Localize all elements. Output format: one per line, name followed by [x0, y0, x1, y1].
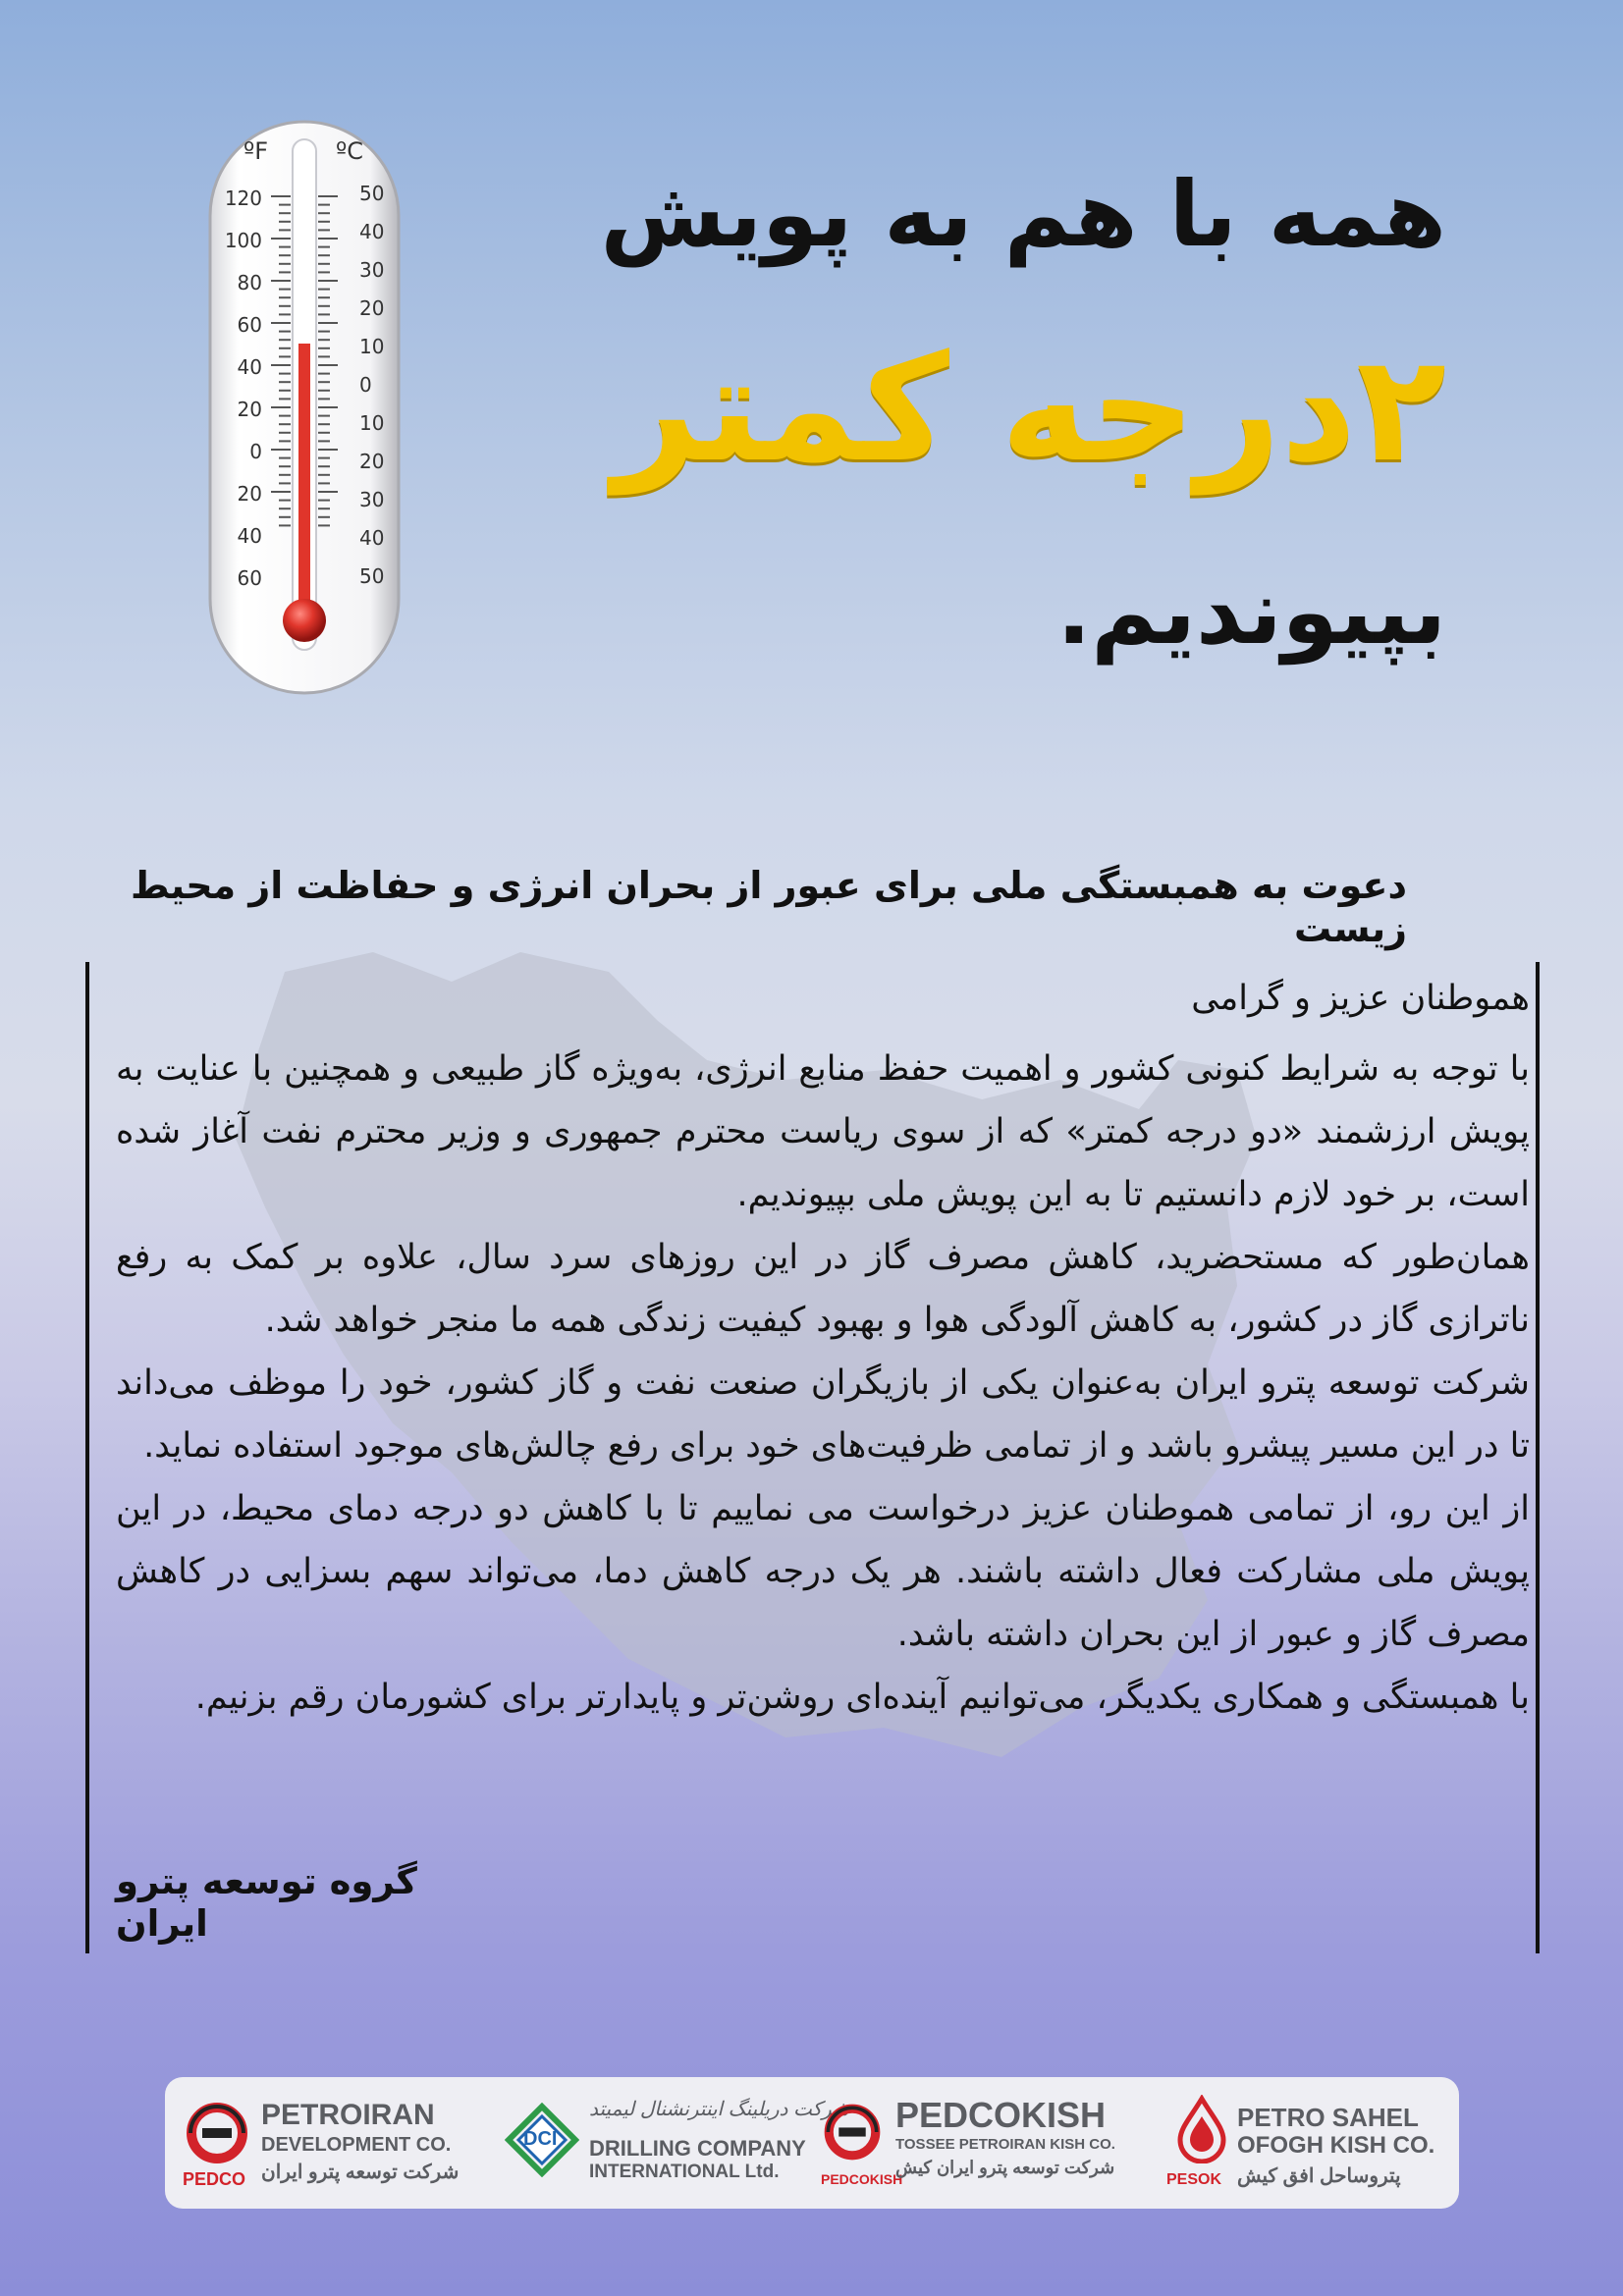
- fahrenheit-tick-label: 60: [237, 313, 262, 337]
- frame-bar-right: [1536, 962, 1540, 1953]
- celsius-tick-label: 10: [359, 335, 385, 358]
- letter-paragraph: شرکت توسعه پترو ایران به‌عنوان یکی از بازیگران صنعت نفت و گاز کشور، خود را موظف می‌داند تا در این مسیر پیشرو باشد و از تمامی ظرفیت‌های خود برای رفع چالش‌های موجود استفاده نماید.: [116, 1363, 1530, 1466]
- celsius-tick-label: 10: [359, 411, 385, 435]
- fahrenheit-tick-label: 0: [249, 440, 262, 463]
- celsius-unit: ºC: [336, 137, 364, 165]
- pesok-logo: [1166, 2089, 1451, 2197]
- pedcokish-abbr: PEDCOKISH: [821, 2171, 903, 2187]
- headline-line1: همه با هم به پویش: [600, 162, 1446, 267]
- fahrenheit-tick-label: 20: [237, 482, 262, 506]
- pedcokish-name-fa: شرکت توسعه پترو ایران کیش: [895, 2158, 1115, 2177]
- fahrenheit-unit: ºF: [243, 137, 269, 165]
- dci-name-1: DRILLING COMPANY: [589, 2136, 806, 2161]
- fahrenheit-tick-label: 60: [237, 566, 262, 590]
- pedcokish-logo: [821, 2089, 1135, 2197]
- letter-paragraph: همان‌طور که مستحضرید، کاهش مصرف گاز در این روزهای سرد سال، علاوه بر کمک به رفع ناترازی گاز در کشور، به کاهش آلودگی هوا و بهبود کیفیت زندگی همه ما منجر خواهد شد.: [116, 1238, 1530, 1340]
- pedco-name-2: DEVELOPMENT CO.: [261, 2134, 452, 2156]
- letter-body: [116, 967, 1530, 1729]
- pedco-emblem-icon: [183, 2099, 251, 2167]
- fahrenheit-tick-label: 80: [237, 271, 262, 294]
- letter-greeting: هموطنان عزیز و گرامی: [1191, 979, 1530, 1018]
- fahrenheit-tick-label: 120: [224, 187, 262, 210]
- pesok-name-2: OFOGH KISH CO.: [1237, 2132, 1435, 2159]
- pesok-drop-icon: [1174, 2095, 1229, 2163]
- pedco-abbr: PEDCO: [183, 2169, 246, 2189]
- headline-campaign: ۲درجه کمتر: [613, 324, 1446, 495]
- fahrenheit-tick-label: 100: [224, 229, 262, 252]
- dci-name-2: INTERNATIONAL Ltd.: [589, 2162, 780, 2182]
- headline-line3: بپیوندیم.: [1056, 560, 1446, 665]
- fahrenheit-tick-label: 20: [237, 398, 262, 421]
- dci-abbr: DCI: [523, 2128, 558, 2150]
- pedco-name-1: PETROIRAN: [261, 2099, 435, 2131]
- celsius-tick-label: 40: [359, 220, 385, 243]
- celsius-tick-label: 30: [359, 258, 385, 282]
- celsius-tick-label: 50: [359, 564, 385, 588]
- pedco-logo: [183, 2089, 467, 2197]
- pedcokish-name-1: PEDCOKISH: [895, 2095, 1107, 2135]
- frame-bar-left: [85, 962, 89, 1953]
- celsius-tick-label: 20: [359, 450, 385, 473]
- pedcokish-emblem-icon: [821, 2101, 884, 2163]
- subtitle: دعوت به همبستگی ملی برای عبور از بحران انرژی و حفاظت از محیط زیست: [131, 864, 1407, 950]
- letter-paragraph: از این رو، از تمامی هموطنان عزیز درخواست می نماییم تا با کاهش دو درجه دمای محیط، در این پویش ملی مشارکت فعال داشته باشند. هر یک درجه کاهش دما، می‌تواند سهم بسزایی در کاهش مصرف گاز و عبور از این بحران داشته باشد.: [116, 1489, 1530, 1654]
- celsius-tick-label: 40: [359, 526, 385, 550]
- pesok-abbr: PESOK: [1166, 2171, 1222, 2188]
- celsius-tick-label: 50: [359, 182, 385, 205]
- dci-name-fa: شرکت دریلینگ اینترنشنال لیمیتد: [589, 2099, 849, 2120]
- pesok-name-fa: پتروساحل افق کیش: [1237, 2165, 1401, 2187]
- letter-paragraph: با توجه به شرایط کنونی کشور و اهمیت حفظ منابع انرژی، به‌ویژه گاز طبیعی و همچنین با عنایت به پویش ارزشمند «دو درجه کمتر» که از سوی ریاست محترم جمهوری و وزیر محترم نفت آغاز شده است، بر خود لازم دانستیم تا به این پویش ملی بپیوندیم.: [116, 1049, 1530, 1214]
- letter-paragraph: با همبستگی و همکاری یکدیگر، می‌توانیم آینده‌ای روشن‌تر و پایدارتر برای کشورمان رقم بزنیم.: [194, 1678, 1530, 1717]
- letter-signature: گروه توسعه پترو ایران: [116, 1860, 417, 1945]
- logo-strip: [165, 2077, 1459, 2209]
- dci-logo: [505, 2089, 849, 2197]
- pesok-name-1: PETRO SAHEL: [1237, 2103, 1419, 2132]
- pedcokish-name-2: TOSSEE PETROIRAN KISH CO.: [895, 2136, 1115, 2153]
- celsius-tick-label: 20: [359, 296, 385, 320]
- celsius-tick-label: 30: [359, 488, 385, 511]
- celsius-tick-label: 0: [359, 373, 372, 397]
- pedco-name-fa: شرکت توسعه پترو ایران: [261, 2162, 460, 2183]
- fahrenheit-tick-label: 40: [237, 524, 262, 548]
- fahrenheit-tick-label: 40: [237, 355, 262, 379]
